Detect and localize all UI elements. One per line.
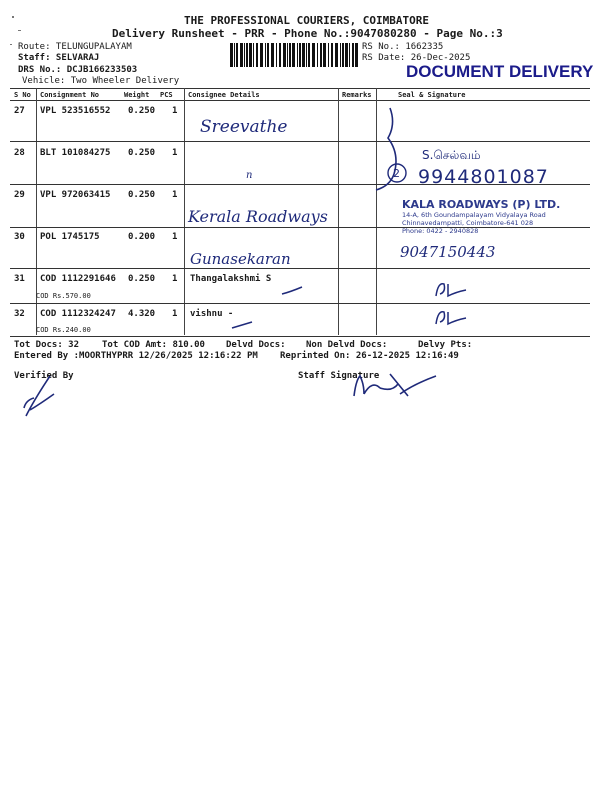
table-bottom-rule: [10, 336, 590, 337]
row-31-consignment: COD 1112291646: [40, 274, 116, 284]
barcode-bar: [355, 43, 358, 67]
barcode-bar: [256, 43, 258, 67]
row-28-pcs: 1: [172, 148, 178, 158]
barcode-bar: [249, 43, 252, 67]
row-28-weight: 0.250: [128, 148, 156, 158]
circled-two-mark: [386, 162, 410, 186]
document-delivery-badge: DOCUMENT DELIVERY: [406, 62, 594, 81]
barcode-bar: [345, 43, 348, 67]
scan-speck: [10, 44, 12, 45]
staff-label: Staff: SELVARAJ: [18, 53, 100, 63]
row-27-weight: 0.250: [128, 106, 156, 116]
barcode-bar: [230, 43, 233, 67]
col-remarks: Remarks: [342, 91, 372, 99]
row-divider: [10, 303, 590, 304]
row-30-handwritten-name: Gunasekaran: [190, 250, 291, 268]
table-header-rule: [10, 100, 590, 101]
delivered-docs: Delvd Docs:: [226, 340, 286, 350]
row-32-weight: 4.320: [128, 309, 156, 319]
stamp-line-1: KALA ROADWAYS (P) LTD.: [402, 198, 561, 211]
barcode: [230, 43, 358, 67]
barcode-bar: [246, 43, 248, 67]
row-27-consignment: VPL 523516552: [40, 106, 111, 116]
runsheet-subtitle: Delivery Runsheet - PRR - Phone No.:9047080280 - Page No.:3: [112, 27, 503, 40]
col-divider: [184, 88, 185, 335]
row-31-tick-mark: [280, 284, 310, 298]
row-27-pcs: 1: [172, 106, 178, 116]
delivery-points: Delvy Pts:: [418, 340, 473, 350]
row-31-consignee: Thangalakshmi S: [190, 274, 272, 284]
row-32-cod-amount: COD Rs.240.00: [36, 326, 91, 334]
barcode-bar: [335, 43, 338, 67]
barcode-bar: [267, 43, 269, 67]
barcode-bar: [279, 43, 281, 67]
table-top-rule: [10, 88, 590, 89]
row-31-cod-amount: COD Rs.570.00: [36, 292, 91, 300]
row-30-sno: 30: [14, 232, 25, 242]
barcode-bar: [240, 43, 243, 67]
row-29-pcs: 1: [172, 190, 178, 200]
total-cod-amount: Tot COD Amt: 810.00: [102, 340, 205, 350]
stamp-line-4: Phone: 0422 - 2940828: [402, 227, 479, 235]
row-28-sno: 28: [14, 148, 25, 158]
company-stamp: [402, 198, 582, 235]
row-30-weight: 0.200: [128, 232, 156, 242]
col-divider: [338, 88, 339, 335]
row-29-sno: 29: [14, 190, 25, 200]
row-29-consignment: VPL 972063415: [40, 190, 111, 200]
barcode-bar: [320, 43, 322, 67]
barcode-bar: [234, 43, 235, 67]
barcode-bar: [323, 43, 326, 67]
verifier-signature: [20, 370, 60, 420]
barcode-bar: [265, 43, 266, 67]
row-32-consignee: vishnu -: [190, 309, 234, 319]
barcode-bar: [342, 43, 344, 67]
row-32-signature: [432, 306, 472, 328]
barcode-bar: [253, 43, 254, 67]
barcode-bar: [349, 43, 350, 67]
row-32-pcs: 1: [172, 309, 178, 319]
col-pcs: PCS: [160, 91, 173, 99]
barcode-bar: [283, 43, 286, 67]
rs-date: RS Date: 26-Dec-2025: [362, 53, 471, 63]
stamp-line-3: Chinnavedampatti, Coimbatore-641 028: [402, 219, 534, 227]
barcode-bar: [340, 43, 341, 67]
barcode-bar: [308, 43, 310, 67]
row-27-handwritten-name: Sreevathe: [200, 117, 288, 137]
barcode-bar: [289, 43, 291, 67]
entered-by: Entered By :MOORTHYPRR 12/26/2025 12:16:22 PM: [14, 351, 258, 361]
barcode-bar: [292, 43, 295, 67]
staff-signature: [350, 370, 440, 400]
barcode-bar: [352, 43, 354, 67]
stamp-line-2: 14-A, 6th Goundampalayam Vidyalaya Road: [402, 211, 546, 219]
row-31-signature: [432, 278, 472, 300]
barcode-bar: [260, 43, 263, 67]
staff-signature-label: Staff Signature: [298, 371, 380, 381]
barcode-bar: [331, 43, 333, 67]
col-consignment: Consignment No: [40, 91, 100, 99]
signature-name: S.செல்வம்: [422, 148, 481, 162]
verified-by-label: Verified By: [14, 371, 74, 381]
row-32-consignment: COD 1112324247: [40, 309, 116, 319]
non-delivered-docs: Non Delvd Docs:: [306, 340, 388, 350]
barcode-bar: [244, 43, 245, 67]
col-consignee: Consignee Details: [188, 91, 260, 99]
barcode-bar: [328, 43, 329, 67]
col-sno: S No: [14, 91, 31, 99]
reprinted-on: Reprinted On: 26-12-2025 12:16:49: [280, 351, 459, 361]
barcode-bar: [271, 43, 274, 67]
row-27-sno: 27: [14, 106, 25, 116]
drs-number: DRS No.: DCJB166233503: [18, 65, 138, 75]
barcode-bar: [302, 43, 305, 67]
col-seal-signature: Seal & Signature: [398, 91, 466, 99]
row-31-pcs: 1: [172, 274, 178, 284]
route-label: Route: TELUNGUPALAYAM: [18, 42, 132, 52]
row-29-handwritten-name: Kerala Roadways: [188, 207, 328, 226]
row-32-tick-mark: [230, 318, 260, 332]
vehicle-label: Vehicle: Two Wheeler Delivery: [22, 76, 180, 86]
row-29-weight: 0.250: [128, 190, 156, 200]
svg-text:2: 2: [393, 167, 400, 180]
barcode-bar: [312, 43, 315, 67]
signature-phone-2: 9047150443: [400, 243, 496, 261]
row-30-consignment: POL 1745175: [40, 232, 100, 242]
barcode-bar: [317, 43, 318, 67]
total-docs: Tot Docs: 32: [14, 340, 80, 350]
barcode-bar: [276, 43, 277, 67]
row-28-consignment: BLT 101084275: [40, 148, 111, 158]
barcode-bar: [299, 43, 301, 67]
scan-speck: [12, 16, 14, 18]
row-31-weight: 0.250: [128, 274, 156, 284]
scan-speck: [18, 30, 21, 31]
row-32-sno: 32: [14, 309, 25, 319]
col-weight: Weight: [124, 91, 150, 99]
company-title: THE PROFESSIONAL COURIERS, COIMBATORE: [184, 14, 430, 27]
barcode-bar: [287, 43, 288, 67]
row-divider: [10, 141, 590, 142]
row-28-handwritten-mark: n: [246, 170, 253, 181]
barcode-bar: [306, 43, 307, 67]
row-30-pcs: 1: [172, 232, 178, 242]
row-31-sno: 31: [14, 274, 25, 284]
barcode-bar: [236, 43, 238, 67]
rs-number: RS No.: 1662335: [362, 42, 444, 52]
signature-phone: 9944801087: [418, 166, 549, 188]
barcode-bar: [297, 43, 298, 67]
row-divider: [10, 268, 590, 269]
